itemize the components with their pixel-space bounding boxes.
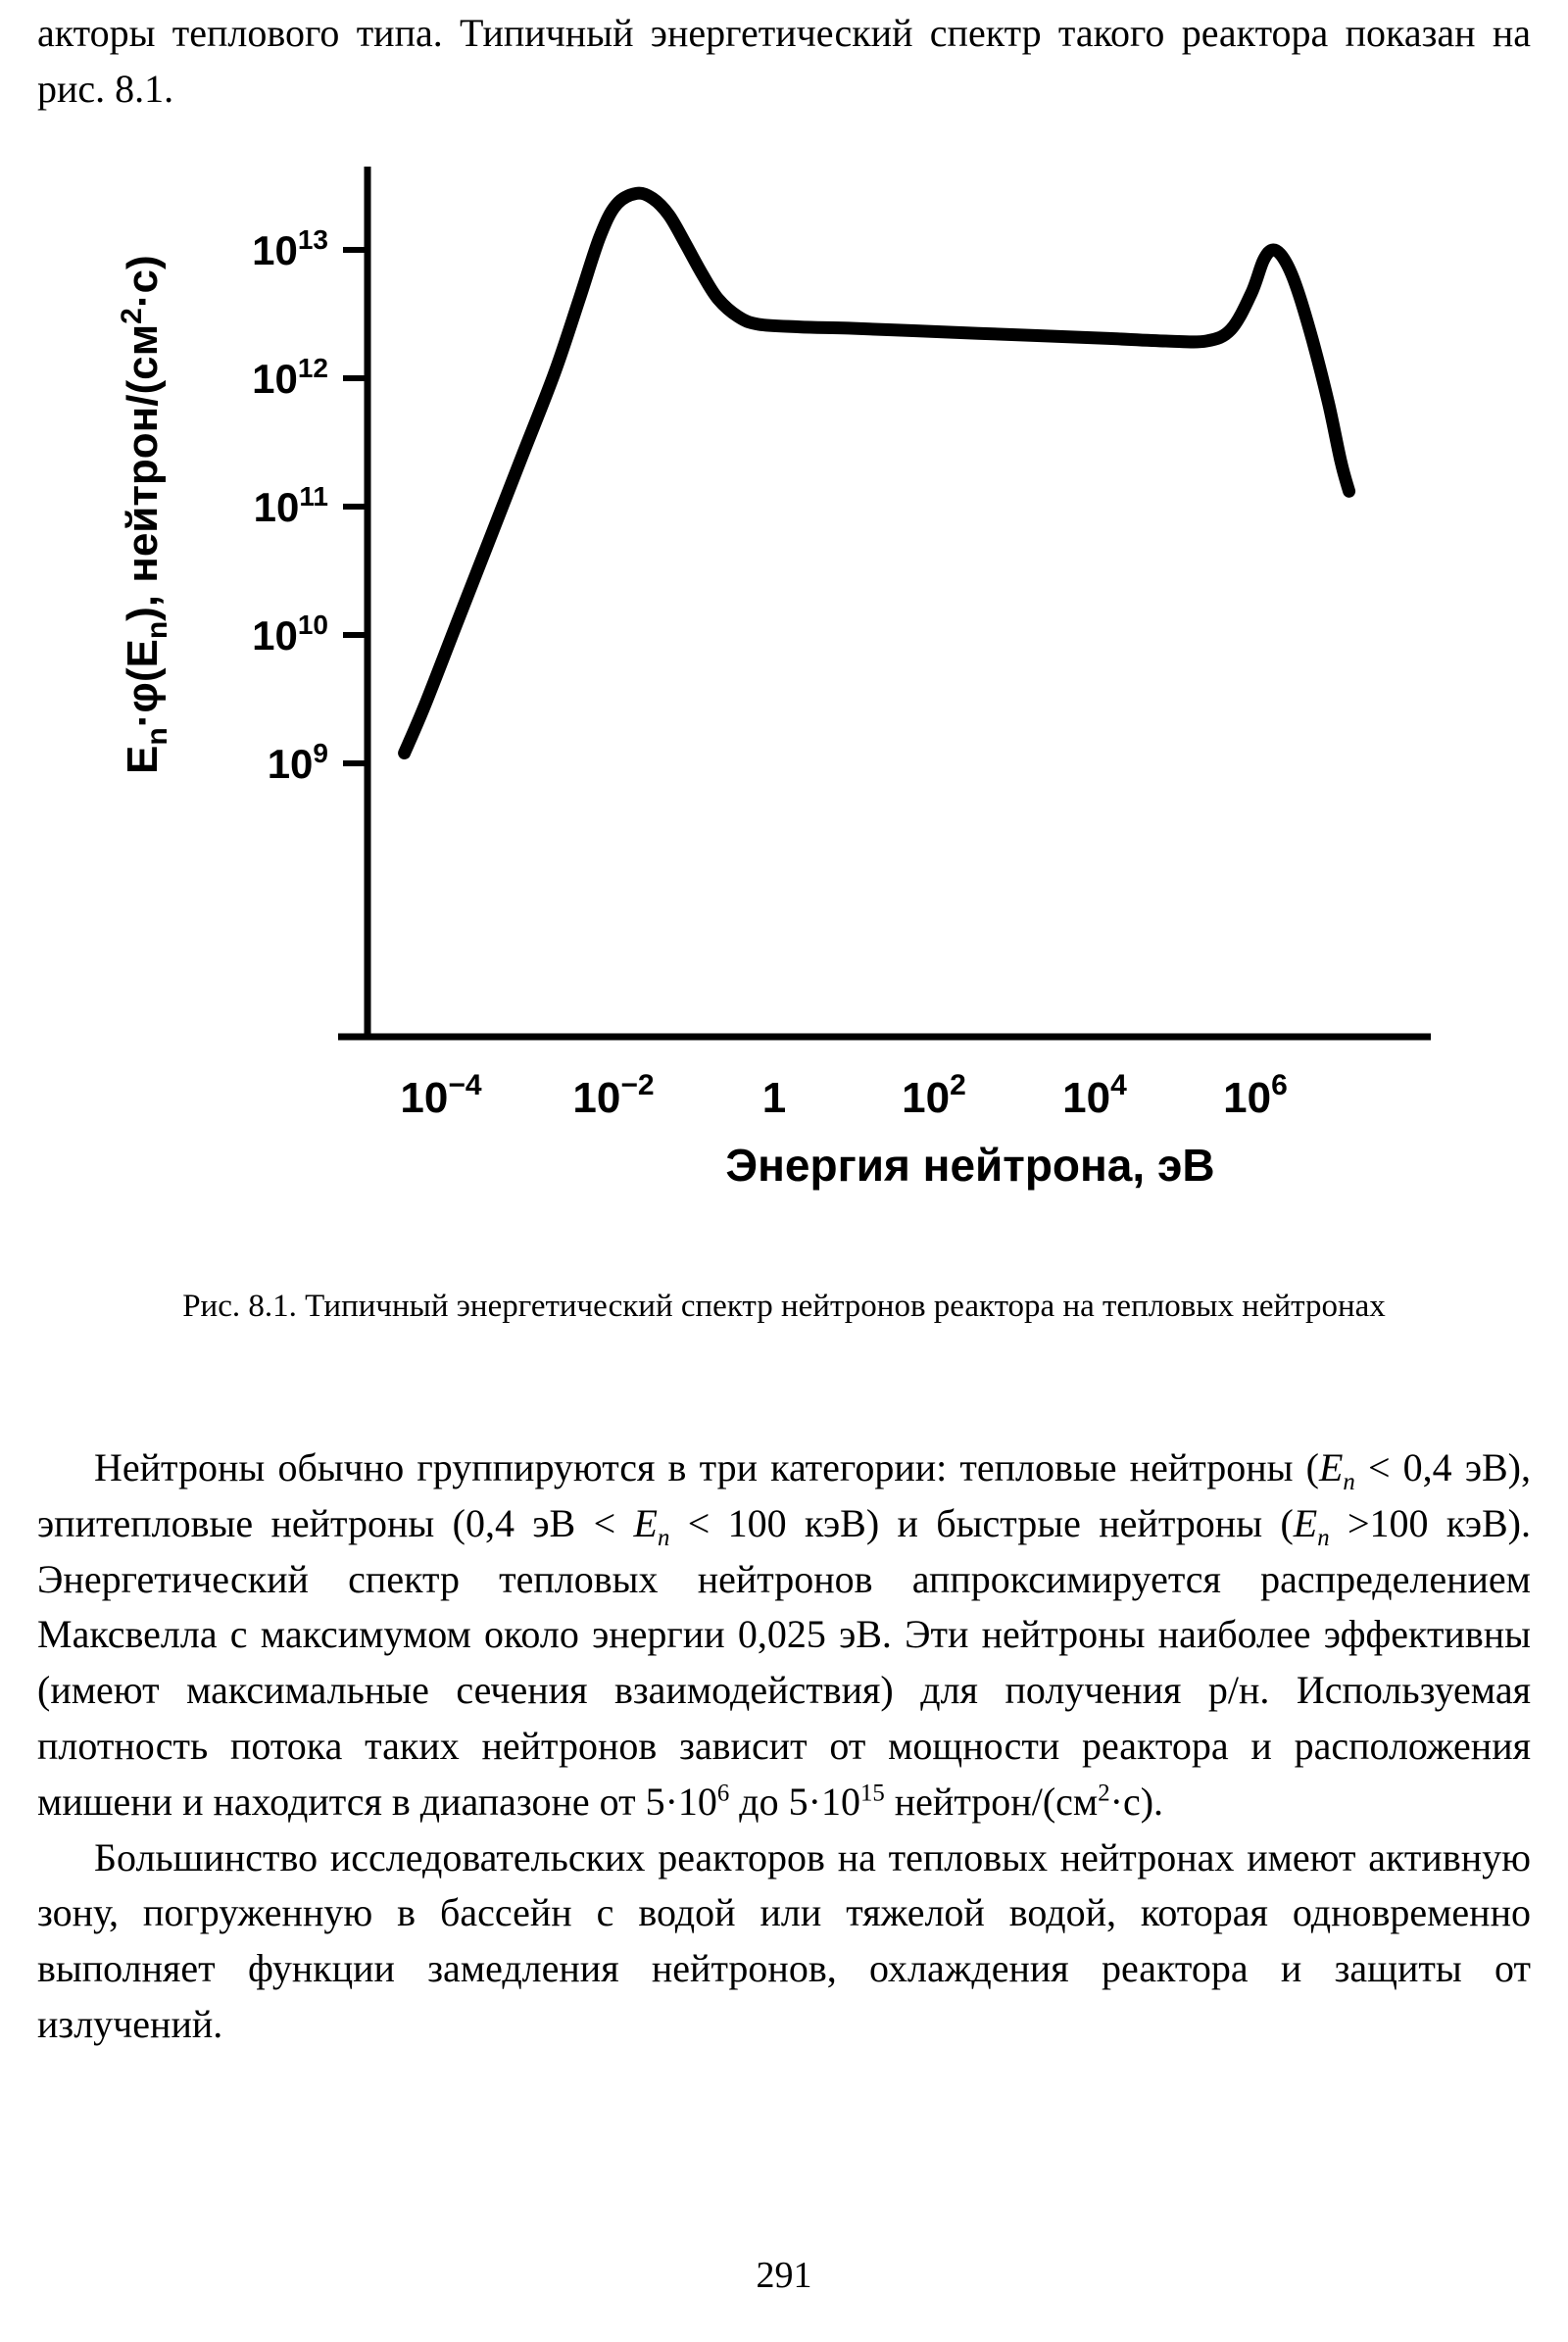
paragraph-2: Большинство исследовательских реакторов на тепловых нейтронах имеют активную зону, погруженную в бассейн с водой или тяжелой водой, которая одновременно выполняет функции замедления нейтронов, охлаждения реактора и защиты от излучений. [37,1834,1531,2046]
chart-axes [338,167,1431,1037]
svg-text:1011: $10^{11}$ [253,481,328,530]
svg-text:1012: $10^{12}$ [252,353,328,402]
svg-text:10−2: $10^{-2}$ [572,1069,655,1122]
page-number: 291 [756,2255,812,2296]
main-text-block [37,1440,1531,2053]
top-paragraph: акторы теплового типа. Типичный энергетический спектр такого реактора показан на рис. 8.1. [37,11,1531,111]
x-axis-title: Энергия нейтрона, эВ [725,1140,1215,1191]
y-tick-labels [252,224,328,787]
svg-text:106: $10^6$ [1223,1069,1288,1122]
svg-text:1010: $10^{10}$ [252,610,328,659]
svg-text:En·φ(En), нейтрон/(см2·с): $E_n\cdot\varphi(E_n)$, нейтрон/$(см^2\cdot с)$ [116,255,173,774]
figure-neutron-spectrum [59,147,1519,1274]
chart-svg [59,147,1519,1274]
svg-text:1013: $10^{13}$ [252,224,328,273]
y-tick-marks [343,250,368,763]
x-tick-labels [400,1069,1287,1122]
svg-text:102: $10^2$ [902,1069,966,1122]
spectrum-curve [405,193,1349,753]
svg-text:109: $10^9$ [267,738,328,787]
top-paragraph-block [37,6,1531,118]
svg-text:10−4: $10^{-4}$ [400,1069,482,1122]
figure-caption: Рис. 8.1. Типичный энергетический спектр нейтронов реактора на тепловых нейтронах [182,1289,1386,1324]
paragraph-1: Нейтроны обычно группируются в три категории: тепловые нейтроны ($E_n < 0,4$ эВ), эпитепловые нейтроны (0,4 эВ < $E_n < 100$ кэВ) и быстрые нейтроны ($E_n >100$ кэВ). Энергетический спектр тепловых нейтронов аппроксимируется распределением Максвелла с максимумом около энергии 0,025 эВ. Эти нейтроны наиболее эффективны (имеют максимальные сечения взаимодействия) для получения р/н. Используемая плотность потока таких нейтронов зависит от мощности реактора и расположения мишени и находится в диапазоне от $5\cdot 10^6$ до $5\cdot 10^{15}$ нейтрон/$(см^2\cdot с)$. [37,1445,1531,1824]
svg-text:1: 1 [761,1074,787,1122]
y-axis-title [116,255,173,774]
svg-text:104: $10^4$ [1062,1069,1127,1122]
